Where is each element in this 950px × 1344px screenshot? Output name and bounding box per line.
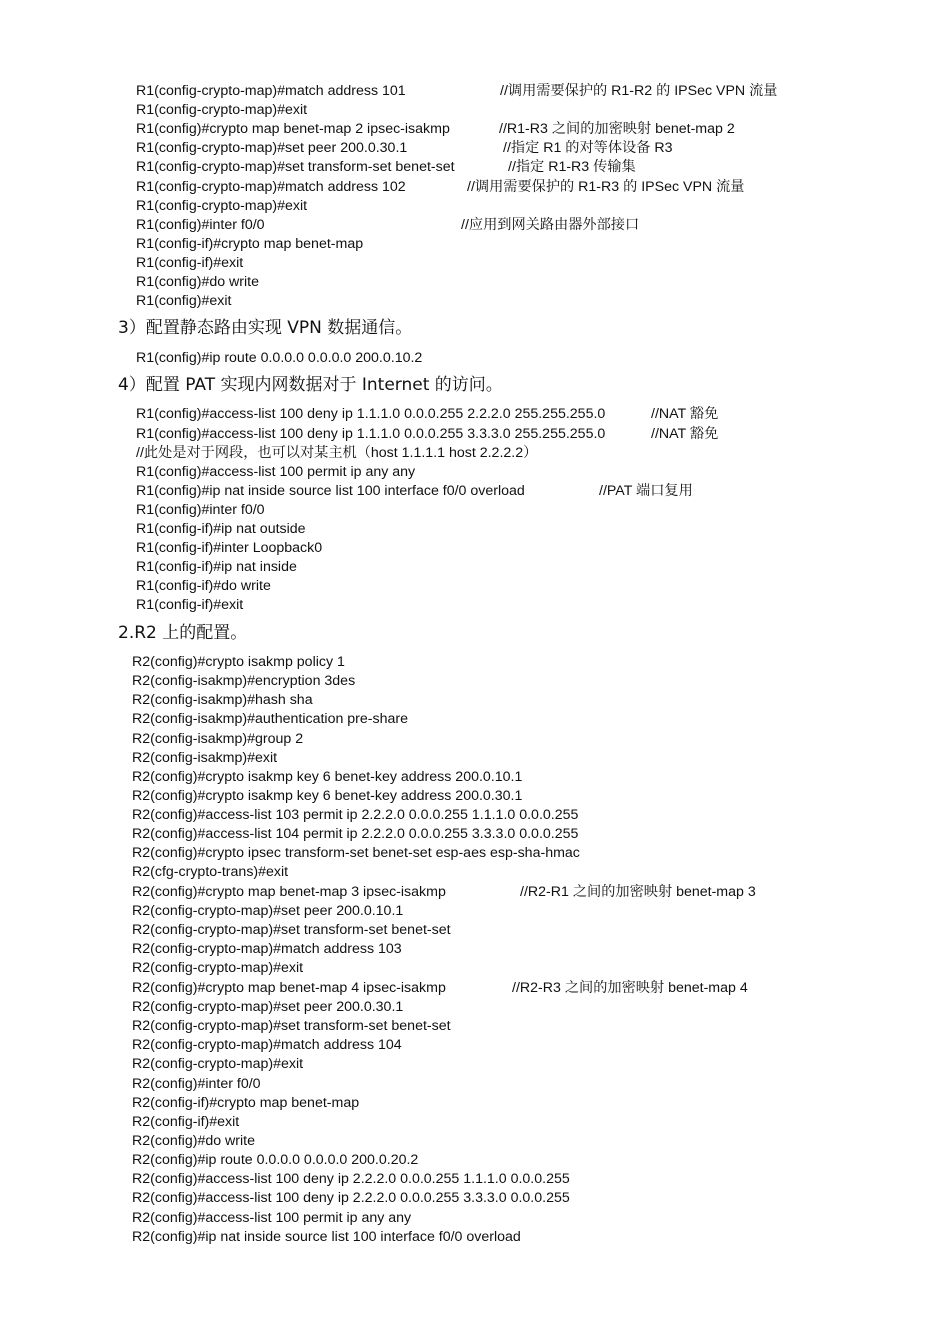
r2-heading: 2.R2 上的配置。: [118, 623, 248, 643]
config-line: R2(config)#crypto isakmp key 6 benet-key address 200.0.10.1: [132, 769, 523, 785]
config-line: R2(config)#crypto map benet-map 3 ipsec-isakmp: [132, 884, 446, 900]
config-line: R2(config-crypto-map)#set transform-set benet-set: [132, 1018, 451, 1034]
config-line: R2(config)#access-list 100 permit ip any any: [132, 1210, 412, 1226]
config-line: R1(config)#access-list 100 deny ip 1.1.1.0 0.0.0.255 3.3.3.0 255.255.255.0: [136, 426, 606, 442]
config-line: R2(config)#access-list 104 permit ip 2.2.2.0 0.0.0.255 3.3.3.0 0.0.0.255: [132, 826, 579, 842]
config-line: R1(config-if)#ip nat outside: [136, 521, 306, 537]
config-line: R1(config-if)#inter Loopback0: [136, 540, 323, 556]
config-line: R1(config-if)#crypto map benet-map: [136, 236, 364, 252]
config-line: R2(config-isakmp)#hash sha: [132, 692, 313, 708]
config-line: R1(config-crypto-map)#set transform-set benet-set: [136, 159, 455, 175]
config-comment: //调用需要保护的 R1-R2 的 IPSec VPN 流量: [500, 83, 778, 99]
config-line: R2(config-if)#exit: [132, 1114, 240, 1130]
config-comment: //R2-R3 之间的加密映射 benet-map 4: [512, 980, 748, 996]
config-line: R2(config-crypto-map)#set peer 200.0.30.1: [132, 999, 404, 1015]
config-line: R1(config-crypto-map)#exit: [136, 102, 308, 118]
config-line: R1(config)#access-list 100 deny ip 1.1.1.0 0.0.0.255 2.2.2.0 255.255.255.0: [136, 406, 606, 422]
config-line: R2(config-crypto-map)#match address 104: [132, 1037, 402, 1053]
config-line: R1(config-if)#exit: [136, 255, 244, 271]
config-line: R2(config-crypto-map)#set peer 200.0.10.1: [132, 903, 404, 919]
step4-heading: 4）配置 PAT 实现内网数据对于 Internet 的访问。: [118, 375, 503, 395]
config-comment: //指定 R1-R3 传输集: [508, 159, 636, 175]
config-line: R2(config-crypto-map)#exit: [132, 1056, 304, 1072]
config-line: R1(config)#ip nat inside source list 100 interface f0/0 overload: [136, 483, 525, 499]
config-line: R2(config)#ip nat inside source list 100 interface f0/0 overload: [132, 1229, 521, 1245]
config-line: R1(config)#access-list 100 permit ip any any: [136, 464, 416, 480]
config-line: R2(config)#access-list 103 permit ip 2.2.2.0 0.0.0.255 1.1.1.0 0.0.0.255: [132, 807, 579, 823]
config-line: R1(config-crypto-map)#set peer 200.0.30.1: [136, 140, 408, 156]
config-line: R1(config-crypto-map)#match address 102: [136, 179, 406, 195]
config-line: R2(config-crypto-map)#set transform-set benet-set: [132, 922, 451, 938]
config-line: R2(config-isakmp)#authentication pre-share: [132, 711, 409, 727]
config-line: //此处是对于网段，也可以对某主机（host 1.1.1.1 host 2.2.2.2）: [136, 445, 538, 461]
config-line: R1(config-if)#do write: [136, 578, 271, 594]
config-comment: //NAT 豁免: [651, 406, 719, 422]
config-line: R2(config)#crypto isakmp key 6 benet-key address 200.0.30.1: [132, 788, 523, 804]
config-line: R2(config)#crypto ipsec transform-set benet-set esp-aes esp-sha-hmac: [132, 845, 580, 861]
config-line: R2(config-isakmp)#encryption 3des: [132, 673, 356, 689]
config-line: R2(config-isakmp)#exit: [132, 750, 278, 766]
config-line: R2(cfg-crypto-trans)#exit: [132, 864, 289, 880]
config-line: R2(config)#access-list 100 deny ip 2.2.2.0 0.0.0.255 3.3.3.0 0.0.0.255: [132, 1190, 570, 1206]
config-line: R1(config)#ip route 0.0.0.0 0.0.0.0 200.0.10.2: [136, 350, 423, 366]
config-line: R2(config)#inter f0/0: [132, 1076, 261, 1092]
config-line: R2(config-crypto-map)#match address 103: [132, 941, 402, 957]
config-line: R2(config)#crypto map benet-map 4 ipsec-isakmp: [132, 980, 446, 996]
config-comment: //NAT 豁免: [651, 426, 719, 442]
config-line: R1(config-crypto-map)#match address 101: [136, 83, 406, 99]
config-comment: //调用需要保护的 R1-R3 的 IPSec VPN 流量: [467, 179, 745, 195]
config-comment: //PAT 端口复用: [599, 483, 693, 499]
config-comment: //R2-R1 之间的加密映射 benet-map 3: [520, 884, 756, 900]
config-line: R1(config)#inter f0/0: [136, 502, 265, 518]
config-line: R1(config-crypto-map)#exit: [136, 198, 308, 214]
config-line: R2(config)#crypto isakmp policy 1: [132, 654, 345, 670]
config-line: R1(config)#exit: [136, 293, 232, 309]
config-comment: //应用到网关路由器外部接口: [461, 217, 640, 233]
config-line: R1(config)#do write: [136, 274, 260, 290]
config-line: R1(config)#inter f0/0: [136, 217, 265, 233]
config-line: R2(config-crypto-map)#exit: [132, 960, 304, 976]
config-line: R2(config-isakmp)#group 2: [132, 731, 304, 747]
step3-heading: 3）配置静态路由实现 VPN 数据通信。: [118, 318, 413, 338]
config-line: R1(config-if)#exit: [136, 597, 244, 613]
config-line: R2(config-if)#crypto map benet-map: [132, 1095, 360, 1111]
config-line: R2(config)#do write: [132, 1133, 256, 1149]
config-line: R2(config)#access-list 100 deny ip 2.2.2.0 0.0.0.255 1.1.1.0 0.0.0.255: [132, 1171, 570, 1187]
config-comment: //指定 R1 的对等体设备 R3: [503, 140, 673, 156]
config-line: R1(config-if)#ip nat inside: [136, 559, 297, 575]
config-line: R2(config)#ip route 0.0.0.0 0.0.0.0 200.0.20.2: [132, 1152, 419, 1168]
config-line: R1(config)#crypto map benet-map 2 ipsec-isakmp: [136, 121, 450, 137]
config-comment: //R1-R3 之间的加密映射 benet-map 2: [499, 121, 735, 137]
